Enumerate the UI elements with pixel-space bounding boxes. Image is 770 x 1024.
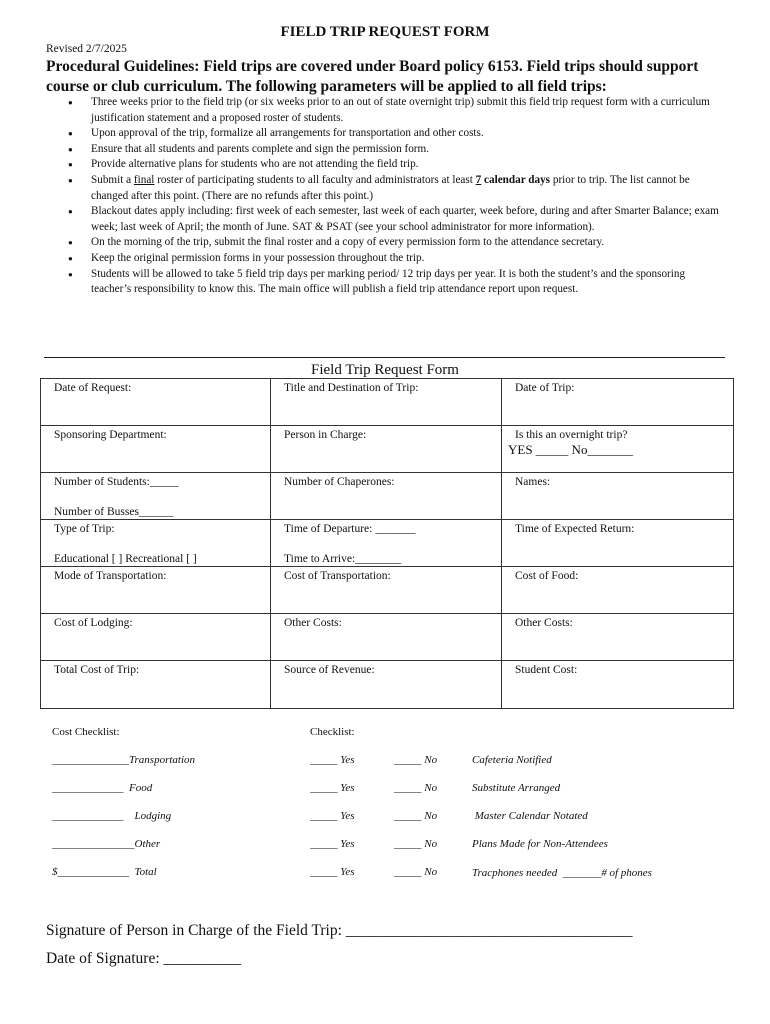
table-row [41,379,734,426]
request-form-heading: Field Trip Request Form [311,362,459,378]
signature-line[interactable]: Signature of Person in Charge of the Field Trip: _____________________________________ [46,922,633,939]
checklist-item-tracphones: Tracphones needed _______# of phones [472,867,652,879]
field-label: Date of Trip: [515,382,575,394]
list-item: ● Students will be allowed to take 5 field trip days per marking period/ 12 trip days per year. It is both the student’s and the sponsoring teacher’s responsibility to know this. The main office will publish a field trip attendance report upon request. [66,267,726,298]
person-in-charge-field[interactable] [271,426,502,473]
list-item: ● Three weeks prior to the field trip (or six weeks prior to an out of state overnight trip) submit this field trip request form with a curriculum justification statement and a proposed roster of students. [66,95,726,126]
checklist-no[interactable]: _____ No [394,866,438,878]
field-label: Total Cost of Trip: [54,664,140,676]
checklist-no[interactable]: _____ No [394,754,438,766]
total-cost-field[interactable] [41,661,271,709]
list-item-final-roster [66,173,726,204]
type-of-trip-options[interactable]: Educational [ ] Recreational [ ] [54,553,197,565]
cost-checklist-transportation[interactable]: ______________Transportation [52,754,196,766]
students-busses-field[interactable] [41,473,271,520]
overnight-trip-field[interactable] [502,426,734,473]
checklist-yes[interactable]: _____ Yes [310,838,355,850]
list-item: ● Upon approval of the trip, formalize all arrangements for transportation and other costs. [66,126,726,142]
table-row [41,520,734,567]
cost-of-transportation-field[interactable] [271,567,502,614]
field-label: Sponsoring Department: [54,429,167,441]
cost-checklist-label: Cost Checklist: [52,726,120,738]
field-label: Cost of Transportation: [284,570,391,582]
cost-checklist-total[interactable]: $_____________ Total [52,866,157,878]
cost-checklist-lodging[interactable]: _____________ Lodging [52,810,172,822]
checklist-no[interactable]: _____ No [394,810,438,822]
list-item: ● On the morning of the trip, submit the final roster and a copy of every permission form to the attendance secretary. [66,235,726,251]
names-field[interactable] [502,473,734,520]
section-divider [44,357,725,358]
revised-date: Revised 2/7/2025 [46,43,127,55]
checklist-yes[interactable]: _____ Yes [310,810,355,822]
checklist-item-cafeteria: Cafeteria Notified [472,754,552,766]
date-of-signature-line[interactable]: Date of Signature: __________ [46,950,242,967]
title-destination-field[interactable] [271,379,502,426]
bullet-emphasis-days-number: 7 [475,173,482,186]
student-cost-field[interactable] [502,661,734,709]
cost-checklist-food[interactable]: _____________ Food [52,782,153,794]
field-label: Cost of Food: [515,570,579,582]
number-of-students-label: Number of Students:_____ [54,476,179,488]
table-row [41,614,734,661]
bullet-text: Submit a [91,173,134,186]
field-label: Other Costs: [515,617,573,629]
source-of-revenue-field[interactable] [271,661,502,709]
list-item: ● Keep the original permission forms in your possession throughout the trip. [66,251,726,267]
sponsoring-department-field[interactable] [41,426,271,473]
field-label: Mode of Transportation: [54,570,167,582]
table-row [41,661,734,709]
field-label: Person in Charge: [284,429,367,441]
field-label: Number of Chaperones: [284,476,395,488]
number-of-busses-label: Number of Busses______ [54,506,174,518]
checklist-no[interactable]: _____ No [394,838,438,850]
other-costs-field-2[interactable] [502,614,734,661]
number-of-chaperones-field[interactable] [271,473,502,520]
field-label: Date of Request: [54,382,132,394]
table-row [41,426,734,473]
cost-of-lodging-field[interactable] [41,614,271,661]
departure-arrival-field[interactable] [271,520,502,567]
checklist-item-substitute: Substitute Arranged [472,782,561,794]
checklist-label: Checklist: [310,726,355,738]
other-costs-field[interactable] [271,614,502,661]
checklist-item-master-calendar: Master Calendar Notated [472,810,588,822]
bullet-text: prior to trip. The list cannot be changed after this point. (There are no refunds after this point.) [91,173,690,202]
field-label: Other Costs: [284,617,342,629]
request-form-table [40,378,734,709]
field-label: Student Cost: [515,664,578,676]
field-label: Names: [515,476,551,488]
time-of-departure-label: Time of Departure: _______ [284,523,416,535]
checklist-yes[interactable]: _____ Yes [310,782,355,794]
bullet-text: roster of participating students to all faculty and administrators at least [154,173,476,186]
guidelines-list [66,95,726,298]
bullet-emphasis-calendar-days: calendar days [481,173,551,186]
field-label: Cost of Lodging: [54,617,133,629]
overnight-yes-no: YES _____ No_______ [508,442,633,457]
field-label: Title and Destination of Trip: [284,382,419,394]
field-label: Time of Expected Return: [515,523,635,535]
date-of-request-field[interactable] [41,379,271,426]
mode-of-transportation-field[interactable] [41,567,271,614]
checklist-no[interactable]: _____ No [394,782,438,794]
list-item: ● Blackout dates apply including: first week of each semester, last week of each quarter, week before, during and after Smarter Balance; exam week; last week of April; the month of June. SAT & PSAT (see your school administrator for more information). [66,204,726,235]
checklist-yes[interactable]: _____ Yes [310,866,355,878]
table-row [41,567,734,614]
cost-checklist-other[interactable]: _______________Other [52,838,161,850]
time-of-return-field[interactable] [502,520,734,567]
procedural-guidelines: Procedural Guidelines: Field trips are covered under Board policy 6153. Field trips should support course or club curriculum. The following parameters will be applied to all field trips: [46,58,699,95]
checklist-yes[interactable]: _____ Yes [310,754,355,766]
list-item: ● Provide alternative plans for students who are not attending the field trip. [66,157,726,173]
list-item: ● Ensure that all students and parents complete and sign the permission form. [66,142,726,158]
cost-of-food-field[interactable] [502,567,734,614]
date-of-trip-field[interactable] [502,379,734,426]
type-of-trip-field[interactable] [41,520,271,567]
field-label: Is this an overnight trip? [515,429,628,441]
field-label: Source of Revenue: [284,664,375,676]
bullet-emphasis-final: final [133,173,155,186]
form-title: FIELD TRIP REQUEST FORM [280,24,490,40]
checklist-item-non-attendees: Plans Made for Non-Attendees [472,838,608,850]
time-to-arrive-label: Time to Arrive:________ [284,553,402,565]
table-row [41,473,734,520]
type-of-trip-label: Type of Trip: [54,523,115,535]
